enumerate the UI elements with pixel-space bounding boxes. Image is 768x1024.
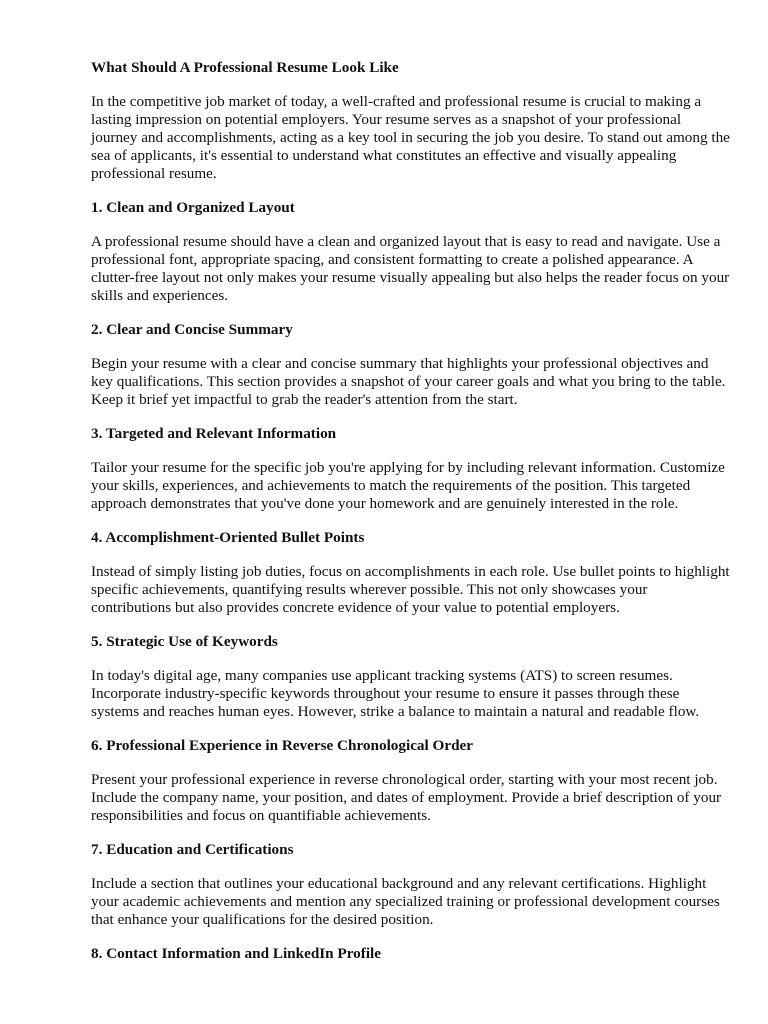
- section-heading-5: 5. Strategic Use of Keywords: [91, 633, 278, 650]
- section-body-3: Tailor your resume for the specific job you're applying for by including relevant information. Customize your skills, experiences, and achievements to match the requirements of the position. This targeted approach demonstrates that you've done your homework and are genuinely interested in the role.: [91, 459, 725, 512]
- section-body-7: Include a section that outlines your educational background and any relevant certifications. Highlight your academic achievements and mention any specialized training or professional development courses that enhance your qualifications for the desired position.: [91, 875, 720, 928]
- section-body-2: Begin your resume with a clear and concise summary that highlights your professional objectives and key qualifications. This section provides a snapshot of your career goals and what you bring to the table. Keep it brief yet impactful to grab the reader's attention from the start.: [91, 355, 726, 408]
- intro-paragraph: In the competitive job market of today, a well-crafted and professional resume is crucial to making a lasting impression on potential employers. Your resume serves as a snapshot of your professional journey and accomplishments, acting as a key tool in securing the job you desire. To stand out among the sea of applicants, it's essential to understand what constitutes an effective and visually appealing professional resume.: [91, 93, 730, 182]
- section-heading-1: 1. Clean and Organized Layout: [91, 199, 295, 216]
- section-heading-8: 8. Contact Information and LinkedIn Profile: [91, 945, 381, 962]
- section-heading-3: 3. Targeted and Relevant Information: [91, 425, 337, 442]
- section-body-6: Present your professional experience in reverse chronological order, starting with your most recent job. Include the company name, your position, and dates of employment. Provide a brief description of your responsibilities and focus on quantifiable achievements.: [91, 771, 722, 824]
- section-body-4: Instead of simply listing job duties, focus on accomplishments in each role. Use bullet points to highlight specific achievements, quantifying results wherever possible. This not only showcases your contributions but also provides concrete evidence of your value to potential employers.: [91, 563, 730, 616]
- section-heading-4: 4. Accomplishment-Oriented Bullet Points: [91, 529, 365, 546]
- section-heading-6: 6. Professional Experience in Reverse Chronological Order: [91, 737, 474, 754]
- document-title: What Should A Professional Resume Look Like: [91, 59, 399, 76]
- section-heading-7: 7. Education and Certifications: [91, 841, 294, 858]
- section-body-5: In today's digital age, many companies use applicant tracking systems (ATS) to screen resumes. Incorporate industry-specific keywords throughout your resume to ensure it passes through these systems and reaches human eyes. However, strike a balance to maintain a natural and readable flow.: [91, 667, 700, 720]
- document-page: [91, 59, 731, 979]
- section-body-1: A professional resume should have a clean and organized layout that is easy to read and navigate. Use a professional font, appropriate spacing, and consistent formatting to create a polished appearance. A clutter-free layout not only makes your resume visually appealing but also helps the reader focus on your skills and experiences.: [91, 233, 730, 304]
- section-heading-2: 2. Clear and Concise Summary: [91, 321, 293, 338]
